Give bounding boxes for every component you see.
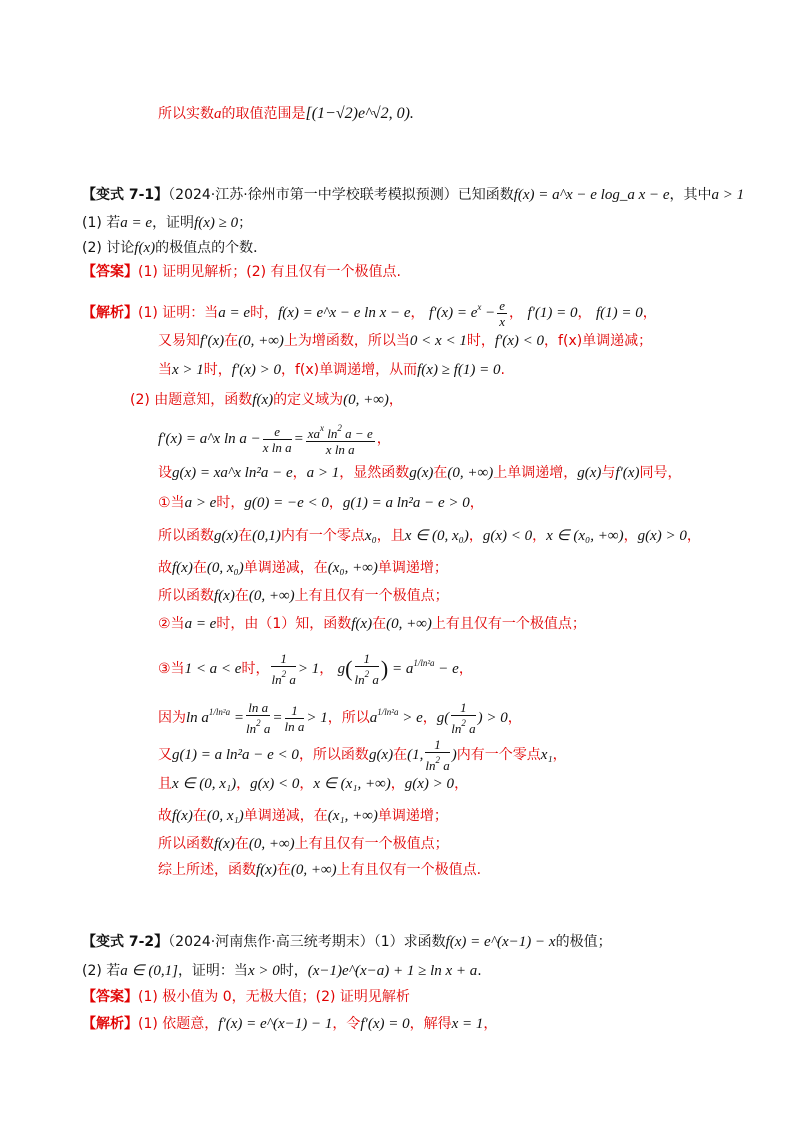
l11-text-e: 在 bbox=[372, 616, 387, 632]
problem-7-1-q2 bbox=[82, 238, 267, 258]
l2-math-d: (0, +∞) bbox=[238, 333, 284, 349]
l14-math-d: g(x) bbox=[368, 747, 394, 763]
conclusion-line bbox=[158, 104, 414, 124]
l8-math-j: x ∈ (x₀, +∞) bbox=[546, 528, 624, 544]
analysis-line-15: 且x ∈ (0, x₁)，g(x) < 0，x ∈ (x₁, +∞)，g(x) > 0， bbox=[158, 776, 469, 792]
l4-text-a: (2) 由题意知，函数 bbox=[130, 392, 253, 408]
analysis-line-11 bbox=[158, 614, 586, 634]
l3-text-e: f(x)单调递增，从而 bbox=[295, 362, 418, 378]
l18-math-d: (0, +∞) bbox=[290, 862, 337, 878]
l16-math-d: (0, x₁) bbox=[206, 808, 244, 824]
l3-math-d: f′(x) > 0 bbox=[231, 362, 281, 378]
l1-math-cond: a = e bbox=[218, 305, 251, 321]
l1-math-f: f(x) = e^x − e ln x − e bbox=[278, 305, 411, 321]
l9-math-d: (0, x₀) bbox=[206, 560, 244, 576]
analysis-line-2: 又易知f′(x)在(0, +∞)上为增函数，所以当0 < x < 1时，f′(x) < 0，f(x)单调递减； bbox=[158, 333, 653, 349]
l7-math-e: g(1) = a ln²a − e > 0 bbox=[342, 495, 470, 511]
a7-2-text-1: (1) 依题意， bbox=[138, 1016, 219, 1032]
l11-text-g: 上有且仅有一个极值点； bbox=[431, 616, 586, 632]
analysis-line-10 bbox=[158, 586, 449, 606]
l12-text-c: 时， bbox=[241, 661, 270, 677]
l2-text-e: 上为增函数，所以当 bbox=[283, 333, 410, 349]
l9-math-b: f(x) bbox=[172, 560, 193, 576]
l6-math-b: g(x) = xa^x ln²a − e bbox=[172, 465, 293, 481]
l13-frac-2: $\frac{1}{\text{ln a}}$ bbox=[284, 702, 305, 734]
l3-math-f: f(x) ≥ f(1) = 0 bbox=[417, 362, 501, 378]
analysis-tag-7-2: 【解析】 bbox=[82, 1016, 138, 1032]
q2-7-2-cond: a ∈ (0,1] bbox=[120, 963, 178, 979]
l16-math-b: f(x) bbox=[172, 808, 193, 824]
l6-text-d: ，显然函数 bbox=[339, 465, 410, 481]
l6-math-g: (0, +∞) bbox=[447, 465, 494, 481]
answer-text-7-2: (1) 极小值为 0，无极大值；(2) 证明见解析 bbox=[138, 989, 410, 1005]
l1-math-f1: f(1) = 0 bbox=[596, 305, 643, 321]
problem-7-1-cond-text: ，其中 bbox=[669, 187, 712, 203]
analysis-line-17 bbox=[158, 834, 449, 854]
l9-text-e: 单调递减，在 bbox=[243, 560, 328, 576]
analysis-line-14: 又g(1) = a ln²a − e < 0，所以函数g(x)在(1, $\frac{1}{\ln^2 a}$ )内有一个零点x₁， bbox=[158, 737, 567, 773]
answer-tag-7-2: 【答案】 bbox=[82, 989, 138, 1005]
q2-func: f(x) bbox=[134, 240, 156, 256]
l7-math-b: a > e bbox=[184, 495, 217, 511]
q2-7-2-cond2: x > 0 bbox=[247, 963, 280, 979]
analysis-line-16 bbox=[158, 806, 448, 826]
l7-math-d: g(0) = −e < 0 bbox=[244, 495, 329, 511]
l12-text-a: ③当 bbox=[158, 661, 185, 677]
l17-text-a: 所以函数 bbox=[158, 836, 214, 852]
l15-math-e: g(x) > 0 bbox=[404, 776, 455, 792]
l8-text-a: 所以函数 bbox=[158, 528, 214, 544]
l16-text-e: 单调递减，在 bbox=[243, 808, 328, 824]
l14-text-a: 又 bbox=[158, 747, 172, 763]
analysis-line-18 bbox=[158, 860, 481, 880]
l4-math-b: f(x) bbox=[252, 392, 274, 408]
l9-text-a: 故 bbox=[158, 560, 172, 576]
l3-text-a: 当 bbox=[158, 362, 172, 378]
answer-line-7-2 bbox=[82, 987, 410, 1007]
q2-end: 的极值点的个数． bbox=[155, 240, 268, 256]
problem-7-1-cond: a > 1 bbox=[711, 187, 745, 203]
l8-math-d: (0,1) bbox=[252, 528, 281, 544]
l1-text: (1) 证明：当 bbox=[138, 305, 219, 321]
l10-text-a: 所以函数 bbox=[158, 588, 214, 604]
l8-text-e: 内有一个零点 bbox=[280, 528, 365, 544]
analysis-line-4: (2) 由题意知，函数f(x)的定义域为(0, +∞)， bbox=[130, 392, 403, 408]
analysis-line-13: 因为$\ln a^{1/ln^2a}$ = $\frac{\text{ln a}}{\ln^2 a}$ = $\frac{1}{\text{ln a}}$ > 1，所以$a^{1/ln^2a} > e$，g( $\frac{1}{\ln^2 a}$ ) > 0， bbox=[158, 700, 522, 736]
l18-text-a: 综上所述，函数 bbox=[158, 862, 256, 878]
l1-frac-e-over-x: $\frac{e}{x}$ bbox=[499, 297, 506, 329]
l6-math-i: g(x) bbox=[577, 465, 602, 481]
l10-text-c: 在 bbox=[234, 588, 249, 604]
analysis-line-7-2: 【解析】(1) 依题意，f′(x) = e^(x−1) − 1，令f′(x) = 0，解得x = 1， bbox=[82, 1016, 498, 1032]
l13-math-a-pow: $a^{1/ln^2a} > e$ bbox=[369, 707, 423, 726]
l7-text-c: 时， bbox=[216, 495, 245, 511]
l13-frac-3: $\frac{1}{\ln^2 a}$ bbox=[451, 700, 476, 736]
q2-7-2-mid: ，证明：当 bbox=[177, 963, 248, 979]
a7-2-math-2: f′(x) = e^(x−1) − 1 bbox=[218, 1016, 333, 1032]
l15-math-c: g(x) < 0 bbox=[250, 776, 300, 792]
l17-math-b: f(x) bbox=[214, 836, 235, 852]
analysis-line-12: ③当1 < a < e时， $\frac{1}{\ln^2 a}$ > 1， g( $\frac{1}{\ln^2 a}$ ) = $a^{1/ln^2a} - e$， bbox=[158, 651, 473, 687]
problem-7-2-q1-end: 的极值； bbox=[555, 934, 612, 950]
l14-math-b: g(1) = a ln²a − e < 0 bbox=[172, 747, 299, 763]
l6-text-f: 在 bbox=[433, 465, 448, 481]
l13-math-ln: $\ln a^{1/ln^2a}$ = bbox=[186, 707, 244, 726]
a7-2-text-3: ，令 bbox=[332, 1016, 361, 1032]
conclusion-math: [(1−√2)e^√2, 0). bbox=[305, 105, 414, 122]
l8-math-k: g(x) > 0 bbox=[637, 528, 687, 544]
answer-line-7-1 bbox=[82, 262, 401, 282]
l2-text-g: 时， bbox=[466, 333, 495, 349]
l11-math-b: a = e bbox=[184, 616, 217, 632]
analysis-tag-7-1: 【解析】 bbox=[82, 305, 138, 321]
l14-math-interval: (1, bbox=[407, 747, 424, 763]
l10-math-b: f(x) bbox=[214, 588, 235, 604]
l6-math-k: f′(x) bbox=[615, 465, 640, 481]
l5-frac-2: $\frac{xa^x \ln^2 a - e}{\text{x ln a}}$ bbox=[307, 423, 373, 457]
l6-text-j: 与 bbox=[601, 465, 616, 481]
analysis-line-8: 所以函数g(x)在(0,1)内有一个零点x₀，且x ∈ (0, x₀)，g(x) < 0，x ∈ (x₀, +∞)，g(x) > 0， bbox=[158, 528, 701, 544]
l14-frac: $\frac{1}{\ln^2 a}$ bbox=[425, 737, 450, 773]
l11-text-a: ②当 bbox=[158, 616, 185, 632]
problem-7-1-source: （2024·江苏·徐州市第一中学校联考模拟预测）已知函数 bbox=[168, 187, 514, 203]
l1-math-fprime: $f'(x) = e^x$ − bbox=[428, 302, 496, 321]
q1-mid: ，证明 bbox=[152, 215, 195, 231]
q1-end: ； bbox=[238, 215, 253, 231]
l11-math-f: (0, +∞) bbox=[386, 616, 432, 632]
l14-text-c: ，所以函数 bbox=[298, 747, 369, 763]
conclusion-var: a bbox=[214, 106, 222, 122]
l6-math-c: a > 1 bbox=[306, 465, 340, 481]
l13-math-g: g( bbox=[436, 710, 450, 726]
l13-text-a: 因为 bbox=[158, 710, 186, 726]
l16-math-f: (x₁, +∞) bbox=[327, 808, 378, 824]
l10-math-d: (0, +∞) bbox=[248, 588, 295, 604]
q2-7-2-claim: (x−1)e^(x−a) + 1 ≥ ln x + a bbox=[307, 963, 478, 979]
answer-text-7-1: (1) 证明见解析；(2) 有且仅有一个极值点. bbox=[138, 264, 402, 280]
analysis-line-3: 当x > 1时，f′(x) > 0，f(x)单调递增，从而f(x) ≥ f(1) = 0. bbox=[158, 362, 505, 378]
l14-text-e: 在 bbox=[393, 747, 408, 763]
l3-math-b: x > 1 bbox=[172, 362, 204, 378]
problem-7-2-func: f(x) = e^(x−1) − x bbox=[445, 934, 556, 950]
problem-7-1-q1 bbox=[82, 213, 252, 233]
q1-cond: a = e bbox=[120, 215, 153, 231]
l16-text-c: 在 bbox=[192, 808, 207, 824]
a7-2-math-6: x = 1 bbox=[451, 1016, 484, 1032]
l18-math-b: f(x) bbox=[256, 862, 277, 878]
l15-math-b: x ∈ (0, x₁) bbox=[172, 776, 237, 792]
problem-7-2-q2: (2) 若a ∈ (0,1]，证明：当x > 0时，(x−1)e^(x−a) + 1 ≥ ln x + a. bbox=[82, 963, 482, 979]
analysis-line-1: 【解析】(1) 证明：当a = e时，f(x) = e^x − e ln x − e， $f'(x) = e^x$ − $\frac{e}{x}$ ， f′(1) = 0， f(1) = 0， bbox=[82, 297, 657, 329]
problem-7-1-func: f(x) = a^x − e log_a x − e bbox=[513, 187, 670, 203]
l17-math-d: (0, +∞) bbox=[248, 836, 295, 852]
q1-prefix: (1) 若 bbox=[82, 215, 121, 231]
l9-math-f: (x₀, +∞) bbox=[327, 560, 378, 576]
l7-text-a: ①当 bbox=[158, 495, 185, 511]
l12-frac-1: $\frac{1}{\ln^2 a}$ bbox=[271, 651, 296, 687]
l5-frac-1: $\frac{e}{\text{x ln a}}$ bbox=[262, 423, 292, 455]
l17-text-e: 上有且仅有一个极值点； bbox=[294, 836, 449, 852]
l15-math-d: x ∈ (x₁, +∞) bbox=[313, 776, 391, 792]
l8-text-c: 在 bbox=[238, 528, 253, 544]
l18-text-c: 在 bbox=[276, 862, 291, 878]
l2-text-i: f(x)单调递减； bbox=[558, 333, 653, 349]
problem-7-2-header bbox=[82, 932, 612, 952]
l18-text-e: 上有且仅有一个极值点. bbox=[336, 862, 482, 878]
l9-text-c: 在 bbox=[192, 560, 207, 576]
l6-text-l: 同号， bbox=[639, 465, 682, 481]
conclusion-text-2: 的取值范围是 bbox=[221, 106, 306, 122]
l17-text-c: 在 bbox=[234, 836, 249, 852]
l14-math-g: x₁ bbox=[540, 747, 553, 763]
l5-math-a: f′(x) = a^x ln a − bbox=[158, 431, 261, 447]
l6-text-a: 设 bbox=[158, 465, 172, 481]
analysis-line-6: 设g(x) = xa^x ln²a − e，a > 1，显然函数g(x)在(0, +∞)上单调递增，g(x)与f′(x)同号， bbox=[158, 465, 682, 481]
l8-math-h: x ∈ (0, x₀) bbox=[404, 528, 469, 544]
l4-text-c: 的定义域为 bbox=[273, 392, 344, 408]
q2-prefix: (2) 讨论 bbox=[82, 240, 135, 256]
l16-text-a: 故 bbox=[158, 808, 172, 824]
l6-text-h: 上单调递增， bbox=[493, 465, 578, 481]
q1-claim: f(x) ≥ 0 bbox=[194, 215, 239, 231]
l1-math-fprime1: f′(1) = 0 bbox=[527, 305, 578, 321]
q2-7-2-mid2: 时， bbox=[279, 963, 308, 979]
l8-text-g: ，且 bbox=[376, 528, 405, 544]
problem-7-1-header bbox=[82, 185, 744, 205]
l13-frac-1: $\frac{\text{ln a}}{\ln^2 a}$ bbox=[246, 700, 271, 736]
q2-7-2-prefix: (2) 若 bbox=[82, 963, 121, 979]
l8-math-f: x₀ bbox=[364, 528, 377, 544]
l12-math-b: 1 < a < e bbox=[184, 661, 242, 677]
l16-text-g: 单调递增； bbox=[377, 808, 448, 824]
l8-math-b: g(x) bbox=[214, 528, 239, 544]
problem-7-2-tag: 【变式 7-2】 bbox=[82, 934, 169, 950]
l2-math-f: 0 < x < 1 bbox=[409, 333, 467, 349]
l2-text-c: 在 bbox=[224, 333, 239, 349]
a7-2-math-4: f′(x) = 0 bbox=[360, 1016, 410, 1032]
l15-text-a: 且 bbox=[158, 776, 172, 792]
analysis-line-7: ①当a > e时，g(0) = −e < 0，g(1) = a ln²a − e > 0， bbox=[158, 495, 484, 511]
conclusion-text: 所以实数 bbox=[158, 106, 214, 122]
l2-math-h: f′(x) < 0 bbox=[494, 333, 545, 349]
l4-math-d: (0, +∞) bbox=[343, 392, 389, 408]
problem-7-2-source: （2024·河南焦作·高三统考期末）（1）求函数 bbox=[168, 934, 446, 950]
a7-2-text-5: ，解得 bbox=[409, 1016, 452, 1032]
l6-math-e: g(x) bbox=[409, 465, 434, 481]
l2-text-a: 又易知 bbox=[158, 333, 200, 349]
l13-text-b: ，所以 bbox=[327, 710, 370, 726]
l12-frac-2: $\frac{1}{\ln^2 a}$ bbox=[354, 651, 379, 687]
l10-text-e: 上有且仅有一个极值点； bbox=[294, 588, 449, 604]
answer-tag-7-1: 【答案】 bbox=[82, 264, 138, 280]
l11-math-d: f(x) bbox=[351, 616, 373, 632]
l8-math-i: g(x) < 0 bbox=[482, 528, 533, 544]
l3-text-c: 时， bbox=[203, 362, 232, 378]
analysis-line-9 bbox=[158, 558, 448, 578]
l14-text-f: 内有一个零点 bbox=[456, 747, 541, 763]
l1-text-2: 时， bbox=[250, 305, 279, 321]
l11-text-c: 时，由（1）知，函数 bbox=[216, 616, 352, 632]
l2-math-b: f′(x) bbox=[200, 333, 225, 349]
analysis-line-5: f′(x) = a^x ln a − $\frac{e}{\text{x ln a}}$ = $\frac{xa^x \ln^2 a - e}{\text{x ln a}}$ ， bbox=[158, 423, 391, 457]
l9-text-g: 单调递增； bbox=[377, 560, 448, 576]
problem-7-1-tag: 【变式 7-1】 bbox=[82, 187, 169, 203]
l12-math-g: g( bbox=[337, 656, 353, 681]
